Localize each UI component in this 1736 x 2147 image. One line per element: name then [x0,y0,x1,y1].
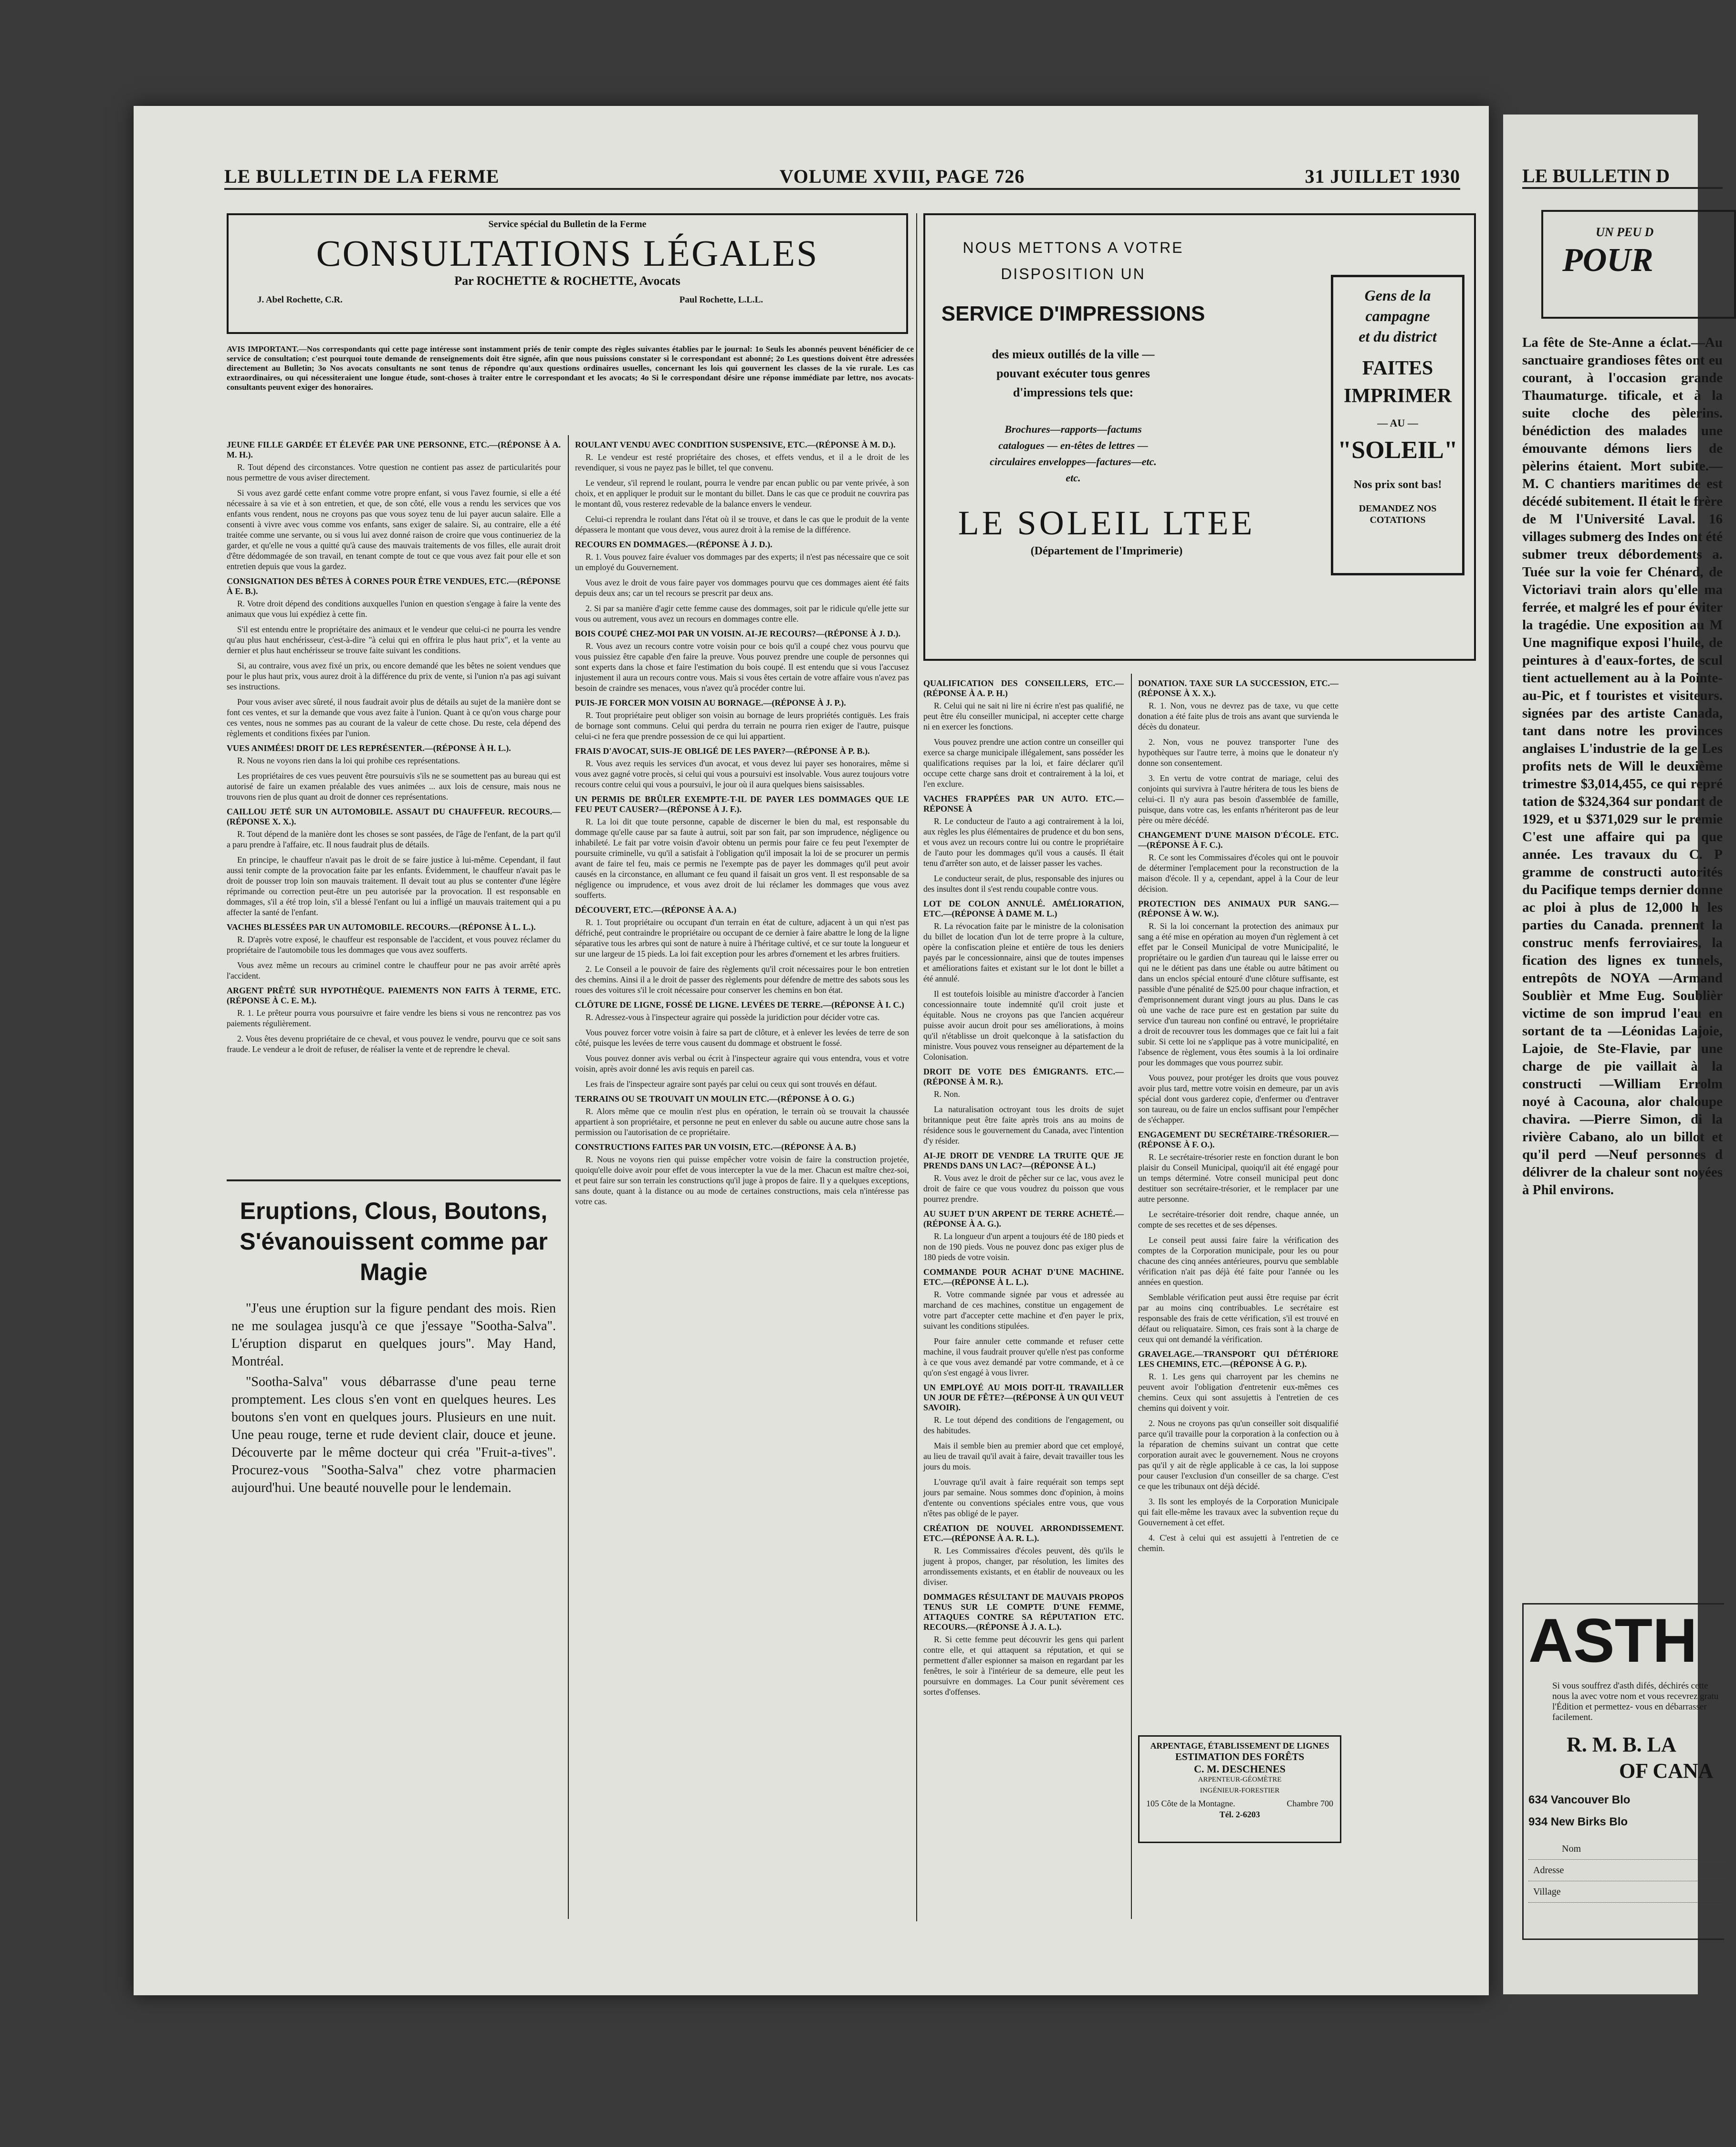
article-paragraph: 2. Vous êtes devenu propriétaire de ce cheval, et vous pouvez le vendre, pourvu que ce soit sans fraude. Le vendeur a le droit de refuser, de réaliser la vente et de reprendre le cheval. [227,1034,561,1054]
article-paragraph: R. Si cette femme peut découvrir les gens qui parlent contre elle, et qui attaquent sa réputation, et qui se permettent d'aller espionner sa maison en regardant par les fenêtres, le soir à l'intérieur de sa demeure, elle peut les poursuivre en dommages. La Cour punit sévèrement ces sortes d'offenses. [923,1635,1124,1697]
article-heading: ROULANT VENDU AVEC CONDITION SUSPENSIVE, ETC.—(RÉPONSE À M. D.). [575,440,896,449]
article-paragraph: R. Le vendeur est resté propriétaire des choses, et effets vendus, et il a le droit de les revendiquer, si vous ne payez pas le billet, tel que convenu. [575,452,909,472]
impressions-title: SERVICE D'IMPRESSIONS [941,302,1205,325]
article-paragraph: R. La loi dit que toute personne, capable de discerner le bien du mal, est responsable du dommage qu'elle cause par sa faute à autrui, soit par son fait, par son imprudence, négligence ou inhabileté. Le fait par votre voisin d'avoir obtenu un permis pour faire ce feu peut l'exempter de poursuite criminelle, vu qu'il a satisfait à l'obligation qu'il imposait la loi de se procurer un permis avant de faire tel feu, mais ce permis ne l'exempte pas de payer les dommages qu'il peut avoir causés en la circonstance, en allumant ce feu quand il faisait un gros vent. Il est responsable de sa négligence ou imprudence, et vous avez droit de lui réclamer les dommages que vous avez soufferts. [575,817,909,900]
deschenes-address-row [1140,1796,1340,1809]
article-paragraph: 2. Le Conseil a le pouvoir de faire des règlements qu'il croit nécessaires pour le bon entretien des chemins. Ainsi il a le droit de passer des règlements pour défendre de mettre des sabots sous les roues des voitures s'il le croit nécessaire pour conserver les chemins en bon état. [575,964,909,995]
article-paragraph: Il est toutefois loisible au ministre d'accorder à l'ancien concessionnaire toute indemnité qu'il croit juste et équitable. Nous ne croyons pas que l'ancien acquéreur puisse avoir aucun droit pour ses améliorations, à moins qu'il n'établisse un droit quelconque à la satisfaction du ministre. Vous pouvez vous renseigner au département de la Colonisation. [923,989,1124,1062]
article-heading: DONATION. TAXE SUR LA SUCCESSION, ETC.—(RÉPONSE À X. X.). [1138,678,1339,698]
article-paragraph: R. Nous ne voyons rien qui puisse empêcher votre voisin de faire la construction projetée, quoiqu'elle doive avoir pour effet de vous intercepter la vue de la mer. Chacun est maître chez-soi, et peut faire sur son terrain les constructions qu'il juge à propos de faire. Il y a quelques exceptions, sans doute, quant à la distance ou au mode de certaines constructions, mais cela n'intéresse pas votre cas. [575,1155,909,1206]
article-paragraph: R. Le secrétaire-trésorier reste en fonction durant le bon plaisir du Conseil Municipal, quoiqu'il ait été engagé pour un temps déterminé. Votre conseil municipal peut donc destituer son secrétaire-trésorier, et le remplacer par une autre personne. [1138,1152,1339,1204]
article-paragraph: Pour faire annuler cette commande et refuser cette machine, il vous faudrait prouver qu'elle n'est pas conforme à ce que vous avez demandé par votre commande, et à ce qu'on s'est engagé à vous livrer. [923,1336,1124,1377]
deschenes-line2: ESTIMATION DES FORÊTS [1175,1751,1305,1762]
article-heading: QUALIFICATION DES CONSEILLERS, ETC.—(RÉPONSE À A. P. H.) [923,678,1124,698]
article-heading: PROTECTION DES ANIMAUX PUR SANG.—(RÉPONSE À W. W.). [1138,899,1339,918]
soleil-line3: et du district [1359,328,1437,345]
article-paragraph: Celui-ci reprendra le roulant dans l'état où il se trouve, et dans le cas que le produit de la vente dépassera le montant que vous devez, vous aurez droit à la remise de la différence. [575,514,909,534]
article-heading: ARGENT PRÊTÉ SUR HYPOTHÈQUE. PAIEMENTS NON FAITS À TERME, ETC. (RÉPONSE À C. E. M.). [227,986,561,1005]
article-paragraph: R. Votre commande signée par vous et adressée au marchand de ces machines, constitue un engagement de votre part d'accepter cette machine et d'en payer le prix, suivant les conditions stipulées. [923,1290,1124,1331]
article-heading: VACHES BLESSÉES PAR UN AUTOMOBILE. RECOURS.—(RÉPONSE À L. L.). [227,922,536,932]
adjacent-news: La fête de Ste-Anne a éclat.—Au sanctuaire grandioses fêtes ont eu courant, à l'occasion grande Thaumaturge. tificale, et à la suite cloche des pèlerins. bénédiction des malades une émouvante démons liers de pèlerins étaient. Mort subite.—M. C chantiers maritimes de est décédé subitement. Il était le frère de M l'Université Laval. 16 villages submerg des Indes ont été submer treux débordements a. Tuée sur la voie fer Chénard, de Victoriavi train alors qu'elle ma ferrée, et malgré les ef pour éviter la tragédie. Une exposition au M Une magnifique exposi l'huile, de peintures à d'eaux-fortes, de scul tient actuellement au à la Pointe-au-Pic, et f touristes et visiteurs. signées par des artiste Canada, tant dans notre les provinces anglaises L'industrie de la ge Les profits nets de Will le deuxième trimestre $3,014,455, ce qui repré tation de $324,364 sur pondant de 1929, et u $371,029 sur le premie C'est une affaire qui pa que année. Les travaux du C. P gramme de constructi autorités du Pacifique temps dernier donne ac ploi à plus de 12,000 h les parties du Canada. prennent la construc menfs ferroviaires, la fication des lignes ex tunnels, entrepôts de NOYA —Armand Soublièr et Mme Eug. Soublièr victime de son imprud l'eau en sortant de ta —Léonidas Lajoie, Lajoie, de Ste-Flavie, par une charge de pie vaillait à la constructi —William Errolm noyé à Cacouna, alor chaloupe chavira. —Pierre Simon, di la rivière Cabano, alo un billot et qu'il perd —Neuf personnes d délivrer de la chaleur sont noyées à Phil environs. [1522,335,1723,1198]
impressions-line2: DISPOSITION UN [1001,265,1146,282]
article-paragraph: En principe, le chauffeur n'avait pas le droit de se faire justice à lui-même. Cependant, il faut aussi tenir compte de la provocation faite par les enfants. Évidemment, le chauffeur n'avait pas le droit de pousser trop loin son mauvais traitement. Il devait tout au plus se contenter d'une légère réprimande ou correction peut-être un peu autorisée par la provocation. Il est responsable en dommages, s'il a été trop loin, s'il a blessé l'enfant ou lui a infligé un mauvais traitement qui a pu affecter la santé de l'enfant. [227,855,561,917]
article-paragraph: Vous avez le droit de vous faire payer vos dommages pourvu que ces dommages aient été faits depuis deux ans; car un tel recours se prescrit par deux ans. [575,578,909,598]
article-heading: CHANGEMENT D'UNE MAISON D'ÉCOLE. ETC.—(RÉPONSE À F. C.). [1138,830,1339,850]
form-field-village[interactable]: Village [1528,1881,1724,1903]
article-paragraph: R. Les Commissaires d'écoles peuvent, dès qu'ils le jugent à propos, changer, par résolution, les limites des arrondissements existants, et en établir de nouveaux ou les diviser. [923,1546,1124,1587]
article-paragraph: Le conseil peut aussi faire faire la vérification des comptes de la Corporation municipale, pour les ou pour chacune des cinq années antérieures, pourvu que semblable vérification n'ait pas déjà été faite pour l'année ou les années en question. [1138,1235,1339,1287]
article-heading: LOT DE COLON ANNULÉ. AMÉLIORATION, ETC.—(RÉPONSE À DAME M. L.) [923,899,1124,918]
article-paragraph: R. Vous avez requis les services d'un avocat, et vous devez lui payer ses honoraires, même si vous avez gagné votre procès, si celui qui vous a poursuivi est insolvable. Vous aurez toujours votre recours contre celui qui vous a poursuivi, le jour où il aura quelques biens saisissables. [575,759,909,789]
soleil-line2: campagne [1365,307,1430,324]
form-field-nom[interactable]: Nom [1528,1838,1724,1860]
soleil-line8: Nos prix sont bas! [1353,479,1442,491]
article-paragraph: Le conducteur serait, de plus, responsable des injures ou des insultes dont il s'est rendu coupable contre vous. [923,874,1124,894]
article-paragraph: R. Le tout dépend des conditions de l'engagement, ou des habitudes. [923,1415,1124,1435]
article-paragraph: 2. Nous ne croyons pas qu'un conseiller soit disqualifié parce qu'il travaille pour la corporation à la confection ou à la réparation de chemins suivant un contrat que cette corporation aurait avec le gouvernement. Nous ne croyons pas qu'il y ait de règle applicable à ce cas, la loi suppose pour causer l'exclusion d'un conseiller de sa charge. C'est ce que les tribunaux ont déjà décidé. [1138,1418,1339,1491]
article-heading: DOMMAGES RÉSULTANT DE MAUVAIS PROPOS TENUS SUR LE COMPTE D'UNE FEMME, ATTAQUES CONTRE SA RÉPUTATION ETC. RECOURS.—(RÉPONSE À J. A. L.). [923,1592,1124,1632]
article-paragraph: R. Tout propriétaire peut obliger son voisin au bornage de leurs propriétés contiguës. Les frais de bornage sont communs. Celui qui perdra du terrain ne pourra rien exiger de l'autre, puisque celui-ci ne fera que prendre possession de ce qui lui appartient. [575,710,909,741]
article-paragraph: L'ouvrage qu'il avait à faire requérait son temps sept jours par semaine. Nous sommes donc d'opinion, à moins d'entente ou conventions spéciales entre vous, que vous n'êtes pas obligé de le payer. [923,1477,1124,1518]
article-paragraph: Les frais de l'inspecteur agraire sont payés par celui ou ceux qui sont trouvés en défaut. [586,1079,877,1089]
deschenes-role2: INGÉNIEUR-FORESTIER [1200,1787,1280,1794]
adjacent-page [1503,115,1723,1994]
column-3 [923,674,1124,1919]
newspaper-page [134,106,1489,1995]
article-paragraph: R. Adressez-vous à l'inspecteur agraire qui possède la juridiction pour décider votre cas. [586,1012,880,1022]
article-heading: CLÔTURE DE LIGNE, FOSSÉ DE LIGNE. LEVÉES DE TERRE.—(RÉPONSE À I. C.) [575,1000,904,1010]
article-paragraph: S'il est entendu entre le propriétaire des animaux et le vendeur que celui-ci ne pourra les vendre qu'au plus haut enchérisseur, c'est-à-dire "à celui qui en offrira le plus haut prix", et la vente au dernier et plus haut enchérisseur se trouve faite suivant les conditions. [227,625,561,655]
article-heading: UN PERMIS DE BRÛLER EXEMPTE-T-IL DE PAYER LES DOMMAGES QUE LE FEU PEUT CAUSER?—(RÉPONSE À J. F.). [575,794,909,814]
column-rule [568,435,569,1919]
deschenes-tel: Tél. 2-6203 [1219,1810,1260,1819]
consultations-lawyers [229,288,906,305]
adjacent-ad-form [1528,1838,1724,1903]
article-paragraph: Le vendeur, s'il reprend le roulant, pourra le vendre par encan public ou par vente privée, à son choix, et en appliquer le produit sur le montant du billet. Dans le cas que ce produit ne couvrira pas le montant dû, vous resterez redevable de la balance envers le vendeur. [575,478,909,509]
article-paragraph: Mais il semble bien au premier abord que cet employé, au lieu de travail qu'il avait à faire, devait travailler tous les jours du mois. [923,1441,1124,1471]
article-paragraph: R. La longueur d'un arpent a toujours été de 180 pieds et non de 190 pieds. Vous ne pouvez donc pas exiger plus de 180 pieds de votre voisin. [923,1231,1124,1262]
adjacent-masthead: LE BULLETIN D [1522,165,1723,189]
article-heading: TERRAINS OU SE TROUVAIT UN MOULIN ETC.—(RÉPONSE À O. G.) [575,1094,855,1104]
article-paragraph: 2. Non, vous ne pouvez transporter l'une des hypothèques sur l'autre terre, à moins que le donateur n'y donne son consentement. [1138,737,1339,768]
adjacent-ad-company2: OF CANA [1619,1759,1714,1782]
article-paragraph: 2. Si par sa manière d'agir cette femme cause des dommages, soit par le ridicule qu'elle jette sur vous ou autrement, vous avez un recours en dommages contre elle. [575,604,909,624]
article-paragraph: R. Si la loi concernant la protection des animaux pur sang a été mise en opération au moyen d'un règlement à cet effet par le Conseil Municipal de votre Municipalité, le propriétaire ou le gardien d'un taureau qui le laisse errer ou qui ne le détient pas dans une étable ou autre bâtiment ou dans un enclos spécial entouré d'une clôture suffisante, est passible d'une pénalité de $25.00 pour chaque infraction, et d'emprisonnement durant vingt jours au plus. Dans le cas où une vache de race pure est en gestation par suite du service d'un taureau non confiné ou entravé, le propriétaire a droit de recouvrer tous les dommages que ce fait lui a fait subir. Si cette loi ne s'applique pas à votre municipalité, en l'absence de règlement, vous êtes soumis à la loi ordinaire pour les dommages que vous pourrez subir. [1138,921,1339,1067]
article-paragraph: Le secrétaire-trésorier doit rendre, chaque année, un compte de ses recettes et de ses dépenses. [1138,1209,1339,1230]
article-paragraph: R. Le conducteur de l'auto a agi contrairement à la loi, aux règles les plus élémentaires de prudence et du bon sens, et vous avez un recours contre lui ou contre le propriétaire de l'auto pour les dommages qu'il vous a causés. Il était tenu d'arrêter son auto, et de laisser passer les vaches. [923,816,1124,868]
article-paragraph: R. 1. Vous pouvez faire évaluer vos dommages par des experts; il n'est pas nécessaire que ce soit un employé du Gouvernement. [575,552,909,572]
article-paragraph: 3. Ils sont les employés de la Corporation Municipale qui fait elle-même les travaux avec la subvention reçue du Gouvernement à cet effet. [1138,1497,1339,1527]
article-heading: COMMANDE POUR ACHAT D'UNE MACHINE. ETC.—(RÉPONSE À L. L.). [923,1267,1124,1287]
soleil-line7: "SOLEIL" [1338,437,1458,464]
article-heading: UN EMPLOYÉ AU MOIS DOIT-IL TRAVAILLER UN JOUR DE FÊTE?—(RÉPONSE À UN QUI VEUT SAVOIR). [923,1383,1124,1412]
adjacent-ad-title: ASTH [1528,1605,1697,1675]
eruptions-body: "Sootha-Salva" vous débarrasse d'une peau terne promptement. Les clous s'en vont en quelques heures. Les boutons s'en vont en quelques jours. Plusieurs en une nuit. Une peau rouge, terne et rude devient clair, douce et jeune. Découverte par le même docteur qui créa "Fruit-a-tives". Procurez-vous "Sootha-Salva" chez votre pharmacien aujourd'hui. Une beauté nouvelle pour le lendemain. [231,1375,556,1495]
article-paragraph: 4. C'est à celui qui est assujetti à l'entretien de ce chemin. [1138,1533,1339,1553]
article-paragraph: R. La révocation faite par le ministre de la colonisation du billet de location d'un lot de terre propre à la culture, opère la confiscation pleine et entière de tous les deniers payés par le concessionnaire, ainsi que de toutes impenses et améliorations faites et existant sur le lot dont le billet a été annulé. [923,921,1124,983]
article-paragraph: Vous avez même un recours au criminel contre le chauffeur pour ne pas avoir arrêté après l'accident. [227,960,561,980]
article-paragraph: Si vous avez gardé cette enfant comme votre propre enfant, si vous l'avez fournie, si elle a été nécessaire à sa vie et à son entretien, et que, de son côté, elle vous a rendu les services que vos enfants vous rendent, nous ne croyons pas que vous soyez tenu de lui payer aucun salaire. Elle a consenti à vivre avec vous comme vos enfants, sans exiger de salaire. Si, au contraire, elle a été traitée comme une servante, ou si vous lui avez donné raison de croire que vous continueriez de la garder, et qu'elle ne vous a quitté qu'à cause des mauvais traitements de vos filles, elle aurait droit d'être dédommagée de son travail, en tenant compte de tout ce que vous avez fait pour elle et son entretien depuis que vous la gardez. [227,488,561,571]
article-paragraph: Vous pouvez forcer votre voisin à faire sa part de clôture, et à enlever les levées de terre de son côté, puisque les levées de terre vous causent du dommage et obstruent le fossé. [575,1028,909,1048]
article-heading: BOIS COUPÉ CHEZ-MOI PAR UN VOISIN. AI-JE RECOURS?—(RÉPONSE À J. D.). [575,629,901,638]
deschenes-ad [1138,1735,1341,1843]
soleil-line4: FAITES [1362,357,1433,379]
article-heading: CONSIGNATION DES BÊTES À CORNES POUR ÊTRE VENDUES, ETC.—(RÉPONSE À E. B.). [227,576,561,596]
article-heading: DÉCOUVERT, ETC.—(RÉPONSE À A. A.) [575,905,737,915]
article-heading: JEUNE FILLE GARDÉE ET ÉLEVÉE PAR UNE PERSONNE, ETC.—(RÉPONSE À A. M. H.). [227,440,561,459]
masthead-title: LE BULLETIN DE LA FERME [224,165,500,187]
deschenes-name: C. M. DESCHENES [1194,1763,1286,1775]
deschenes-address: 105 Côte de la Montagne. [1146,1799,1235,1808]
article-heading: CAILLOU JETÉ SUR UN AUTOMOBILE. ASSAUT DU CHAUFFEUR. RECOURS.—(RÉPONSE X. X.). [227,807,561,826]
adjacent-feature-small: UN PEU D [1596,225,1654,239]
deschenes-line1: ARPENTAGE, ÉTABLISSEMENT DE LIGNES [1150,1741,1329,1751]
adjacent-feature-box [1541,210,1736,319]
article-heading: CONSTRUCTIONS FAITES PAR UN VOISIN, ETC.—(RÉPONSE À A. B.) [575,1142,856,1152]
article-paragraph: Vous pouvez, pour protéger les droits que vous pouvez avoir plus tard, mettre votre voisin en demeure, par un avis spécial dont vous garderez copie, d'enfermer ou d'entraver son taureau, ou de faire un enclos suffisant pour l'empêcher de s'échapper. [1138,1073,1339,1125]
article-paragraph: R. 1. Le prêteur pourra vous poursuivre et faire vendre les biens si vous ne rencontrez pas vos paiements régulièrement. [227,1008,561,1028]
article-heading: RECOURS EN DOMMAGES.—(RÉPONSE À J. D.). [575,540,773,549]
column-1 [227,435,561,1170]
article-heading: AU SUJET D'UN ARPENT DE TERRE ACHETÉ.—(RÉPONSE À A. G.). [923,1209,1124,1229]
masthead-volume: VOLUME XVIII, PAGE 726 [779,165,1025,187]
column-2 [575,435,909,1919]
article-paragraph: Pour vous aviser avec sûreté, il nous faudrait avoir plus de détails au sujet de la manière dont se font ces ventes, et sur la demande que vous avez faite à l'union. Quant à ce qu'on vous charge pour ces ventes, nous ne sommes pas au courant de la valeur de cette chose. Du reste, cela dépend des règlements et conditions fixées par l'union. [227,697,561,738]
article-paragraph: R. Vous avez le droit de pêcher sur ce lac, vous avez le droit de faire ce que vous voudrez du poisson que vous pourrez prendre. [923,1173,1124,1204]
eruptions-ad [227,1179,561,1921]
form-field-adresse[interactable]: Adresse [1528,1860,1724,1881]
article-paragraph: R. 1. Les gens qui charroyent par les chemins ne peuvent avoir l'obligation d'entretenir eux-mêmes ces chemins. Ceux qui sont assujettis à l'entretien de ces chemins qui doivent y voir. [1138,1372,1339,1413]
article-heading: ENGAGEMENT DU SECRÉTAIRE-TRÉSORIER.—(RÉPONSE À F. O.). [1138,1130,1339,1149]
consultations-title: CONSULTATIONS LÉGALES [316,232,819,274]
article-paragraph: R. Vous avez un recours contre votre voisin pour ce bois qu'il a coupé chez vous pourvu que vous puissiez être capable d'en faire la preuve. Vous pouvez prendre une couple de personnes qui sont experts dans la chose et faire l'estimation du bois coupé. Il est entendu que si vous l'accusez injustement il aura un recours contre vous. Mais si vous êtes certain de votre affaire vous n'avez pas besoin de craindre ses menaces, vous n'avez qu'à procéder contre lui. [575,641,909,693]
soleil-line9: DEMANDEZ NOS COTATIONS [1359,503,1437,525]
article-paragraph: Les propriétaires de ces vues peuvent être poursuivis s'ils ne se soumettent pas au bureau qui est autorisé de faire un examen préalable des vues animées ... aux lois de censure, mais nous ne trouvons rien de plus quant au droit de donner ces représentations. [227,771,561,802]
consultations-service: Service spécial du Bulletin de la Ferme [488,219,647,229]
adjacent-ad-addr1: 634 Vancouver Blo [1528,1793,1631,1806]
adjacent-ad-company1: R. M. B. LA [1567,1733,1676,1756]
soleil-line5: IMPRIMER [1343,385,1452,407]
adjacent-ad-text: Si vous souffrez d'asth difés, déchirés cette nous la avec votre nom et vous recevrez gratu l'Édition et permettez- vous en débarrasser facilement. [1552,1681,1719,1722]
consultations-header [227,213,908,334]
article-heading: VACHES FRAPPÉES PAR UN AUTO. ETC.—RÉPONSE À [923,794,1124,813]
impressions-ad [923,213,1476,661]
important-notice: AVIS IMPORTANT.—Nos correspondants qui cette page intéresse sont instamment priés de tenir compte des règles suivantes établies par le journal: 1o Seuls les abonnés peuvent bénéficier de ce service de consultation; c'est pourquoi toute demande de renseignements doit être signée, afin que nous puissions constater si le correspondant est abonné; 2o Les questions doivent être adressées directement au Bulletin; 3o Nos avocats consultants ne sont tenus de répondre qu'aux questions ordinaires usuelles, concernant les lois qui gouvernent les classes de la vie rurale. Les cas extraordinaires, ou qui nécessiteraient une longue étude, sont-choses à traiter entre le correspondant et les avocats; 4o Si le correspondant désire une réponse immédiate par lettre, nos avocats-consultants peuvent exiger des honoraires. [227,344,914,392]
adjacent-ad [1522,1603,1724,1940]
masthead [224,164,1460,190]
article-paragraph: R. Celui qui ne sait ni lire ni écrire n'est pas qualifié, ne peut être élu conseiller municipal, ni accepter cette charge ni en exercer les fonctions. [923,701,1124,731]
article-heading: CRÉATION DE NOUVEL ARRONDISSEMENT. ETC.—(RÉPONSE À A. R. L.). [923,1523,1124,1543]
article-paragraph: R. Ce sont les Commissaires d'écoles qui ont le pouvoir de déterminer l'emplacement pour la reconstruction de la maison d'école. Il y a, cependant, appel à la Cour de leur décision. [1138,853,1339,894]
consultations-byline: Par ROCHETTE & ROCHETTE, Avocats [454,274,680,288]
deschenes-role1: ARPENTEUR-GÉOMÈTRE [1198,1776,1282,1783]
article-paragraph: Semblable vérification peut aussi être requise par écrit par au moins cinq contribuables. Le secrétaire est responsable des frais de cette vérification, s'il est trouvé en défaut ou reliquataire. Simon, ces frais sont à la charge de ceux qui ont demandé la vérification. [1138,1292,1339,1344]
article-paragraph: R. Alors même que ce moulin n'est plus en opération, le terrain où se trouvait la chaussée appartient à son propriétaire, et personne ne peut en enlever du sable ou aucune autre chose sans la permission ou l'autorisation de ce propriétaire. [575,1106,909,1137]
article-paragraph: R. 1. Tout propriétaire ou occupant d'un terrain en état de culture, adjacent à un qui n'est pas défriché, peut contraindre le propriétaire ou occupant de ce dernier à faire abattre le long de la ligne séparative tous les arbres qui sont de nature à nuire à l'héritage cultivé, et ce sur toute la longueur et sur une largeur de 15 pieds. La loi fait exception pour les arbres d'ornement et les arbres fruitiers. [575,917,909,959]
column-rule [1131,674,1132,1919]
impressions-body: des mieux outillés de la ville — pouvant exécuter tous genres d'impressions tels que: [992,347,1155,399]
adjacent-ad-addr2: 934 New Birks Blo [1528,1815,1628,1828]
impressions-dept: (Département de l'Imprimerie) [1030,545,1183,557]
adjacent-feature-big: POUR [1562,242,1653,279]
impressions-company: LE SOLEIL LTEE [958,504,1255,542]
article-heading: GRAVELAGE.—TRANSPORT QUI DÉTÉRIORE LES CHEMINS, ETC.—(RÉPONSE À G. P.). [1138,1349,1339,1369]
impressions-line1: NOUS METTONS A VOTRE [962,239,1184,256]
masthead-date: 31 JUILLET 1930 [1305,165,1460,187]
article-paragraph: R. Votre droit dépend des conditions auxquelles l'union en question s'engage à faire la vente des animaux que vous lui expédiez à cette fin. [227,599,561,619]
article-paragraph: Vous pouvez donner avis verbal ou écrit à l'inspecteur agraire qui vous entendra, vous et votre voisin, après avoir donné les avis requis en pareil cas. [575,1053,909,1074]
lawyer-right: Paul Rochette, L.L.L. [679,295,763,305]
article-paragraph: La naturalisation octroyant tous les droits de sujet britannique peut être faite après trois ans au moins de résidence sous le gouvernement du Canada, avec l'intention d'y résider. [923,1105,1124,1146]
article-paragraph: R. Non. [934,1089,960,1099]
article-paragraph: R. Tout dépend des circonstances. Votre question ne contient pas assez de particularités pour nous permettre de vous aviser directement. [227,462,561,482]
article-paragraph: 3. En vertu de votre contrat de mariage, celui des conjoints qui survivra à l'autre héritera de tous les biens de celui-ci. Il n'y aura pas besoin d'assemblée de famille, puisque, dans votre cas, les enfants n'hériteront pas de leur père ou mère décédé. [1138,773,1339,825]
article-heading: FRAIS D'AVOCAT, SUIS-JE OBLIGÉ DE LES PAYER?—(RÉPONSE À P. B.). [575,746,870,756]
soleil-line1: Gens de la [1364,287,1431,304]
article-paragraph: R. Nous ne voyons rien dans la loi qui prohibe ces représentations. [237,756,460,765]
lawyer-left: J. Abel Rochette, C.R. [257,295,343,305]
impressions-items: Brochures—rapports—factums catalogues — en-têtes de lettres — circulaires enveloppes—factures—etc. etc. [990,423,1157,484]
article-paragraph: Si, au contraire, vous avez fixé un prix, ou encore demandé que les bêtes ne soient vendues que pour le plus haut prix, vous aurez droit à la différence du prix de vente, si l'union n'a pas agi suivant ses instructions. [227,661,561,691]
article-heading: PUIS-JE FORCER MON VOISIN AU BORNAGE.—(RÉPONSE À J. P.). [575,698,846,708]
deschenes-room: Chambre 700 [1286,1799,1333,1808]
eruptions-title: Eruptions, Clous, Boutons, S'évanouissent comme par Magie [240,1198,548,1285]
article-heading: VUES ANIMÉES! DROIT DE LES REPRÉSENTER.—(RÉPONSE À H. L.). [227,743,511,753]
column-rule [916,213,917,1921]
article-paragraph: R. 1. Non, vous ne devrez pas de taxe, vu que cette donation a été faite plus de trois ans avant que survienda le décès du donateur. [1138,701,1339,731]
soleil-box [1331,275,1464,575]
article-paragraph: R. D'après votre exposé, le chauffeur est responsable de l'accident, et vous pouvez réclamer du propriétaire de l'automobile tous les dommages que vous avez soufferts. [227,935,561,955]
article-paragraph: R. Tout dépend de la manière dont les choses se sont passées, de l'âge de l'enfant, de la part qu'il a paru prendre à l'affaire, etc. Il nous faudrait plus de détails. [227,829,561,849]
soleil-line6: — AU — [1377,417,1418,429]
eruptions-testimonial: "J'eus une éruption sur la figure pendant des mois. Rien ne me soulagea jusqu'à ce que j'essaye "Sootha-Salva". L'éruption disparut en quelques jours". May Hand, Montréal. [231,1301,556,1369]
column-4 [1138,674,1339,1728]
article-heading: AI-JE DROIT DE VENDRE LA TRUITE QUE JE PRENDS DANS UN LAC?—(RÉPONSE À L.) [923,1151,1124,1170]
article-paragraph: Vous pouvez prendre une action contre un conseiller qui exerce sa charge municipale illégalement, sans posséder les qualifications requises par la loi, et faire déclarer qu'il occupe cette charge sans droit et contrairement à la loi, et l'en exclure. [923,737,1124,789]
article-heading: DROIT DE VOTE DES ÉMIGRANTS. ETC.—(RÉPONSE À M. R.). [923,1067,1124,1086]
